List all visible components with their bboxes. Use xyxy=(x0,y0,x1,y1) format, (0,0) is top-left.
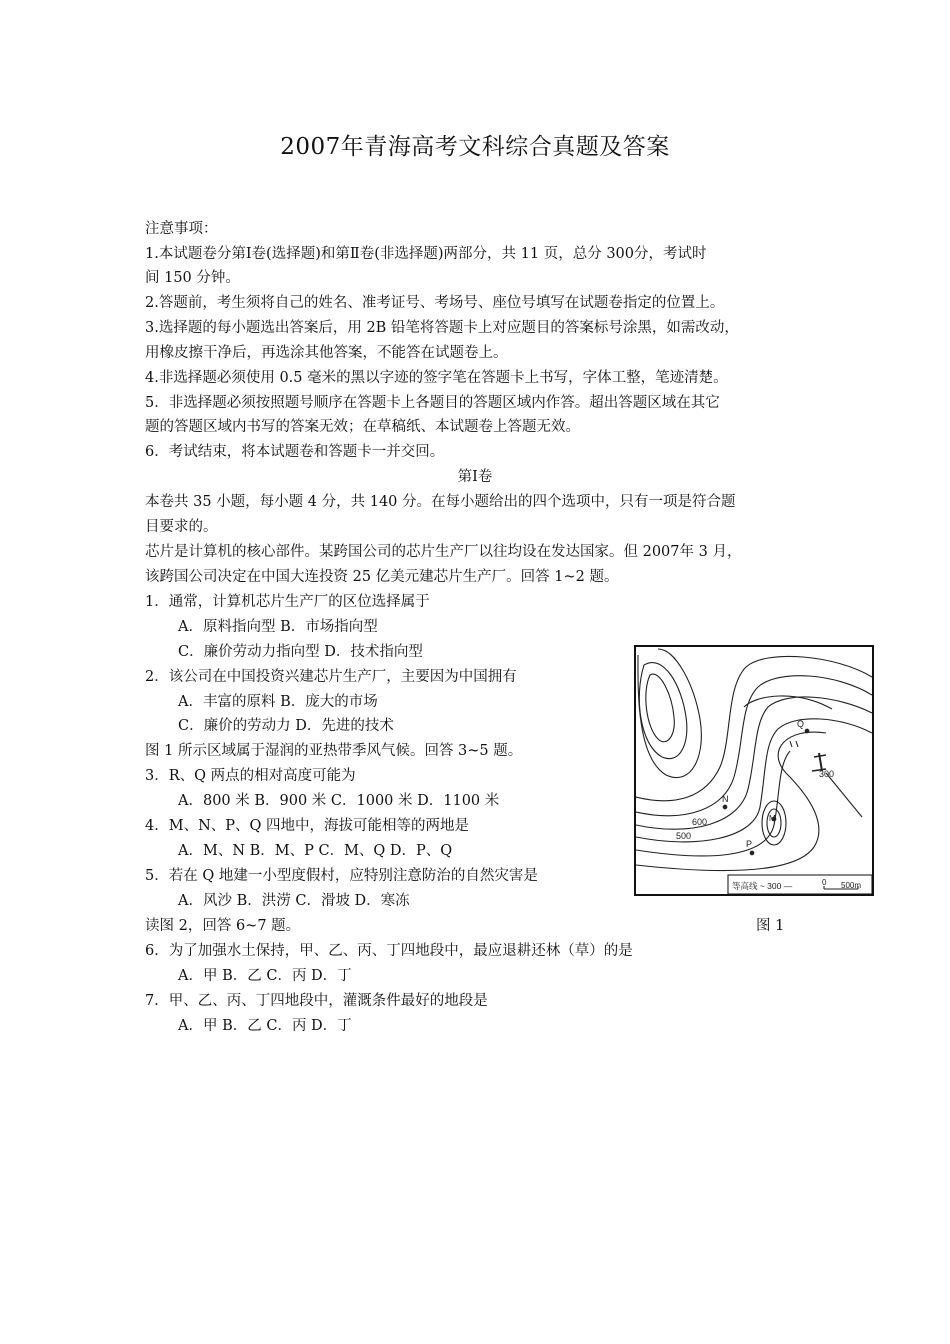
scale-distance: 500m xyxy=(841,881,862,890)
question-6-options: A．甲 B．乙 C．丙 D．丁 xyxy=(178,968,352,984)
point-n xyxy=(723,805,727,809)
point-p xyxy=(750,851,754,855)
tick-mark xyxy=(796,741,798,747)
tick-mark xyxy=(790,741,792,747)
label-m: M xyxy=(769,814,776,823)
note-line: 1.本试题卷分第Ⅰ卷(选择题)和第Ⅱ卷(非选择题)两部分，共 11 页，总分 300分，考试时 xyxy=(145,246,707,262)
sweeping-contours xyxy=(636,656,872,870)
intro-line: 本卷共 35 小题，每小题 4 分，共 140 分。在每小题给出的四个选项中，只有一项是符合题 xyxy=(145,494,736,510)
question-4-options: A．M、N B．M、P C．M、Q D．P、Q xyxy=(178,843,453,859)
question-1-options: A．原料指向型 B．市场指向型 xyxy=(178,619,378,635)
label-n: N xyxy=(722,794,729,804)
question-2-options: C．廉价的劳动力 D．先进的技术 xyxy=(178,718,394,734)
note-line: 3.选择题的每小题选出答案后，用 2B 铅笔将答题卡上对应题目的答案标号涂黑，如需改动， xyxy=(145,320,739,336)
legend-text: 等高线 ~ 300 — xyxy=(732,881,793,891)
question-7: 7．甲、乙、丙、丁四地段中，灌溉条件最好的地段是 xyxy=(145,993,488,1009)
note-line: 用橡皮擦干净后，再选涂其他答案，不能答在试题卷上。 xyxy=(145,345,508,361)
note-line: 4.非选择题必须使用 0.5 毫米的黑以字迹的签字笔在答题卡上书写，字体工整，笔迹清楚。 xyxy=(145,370,728,386)
intro-line: 目要求的。 xyxy=(145,519,218,535)
note-line: 题的答题区域内书写的答案无效；在草稿纸、本试题卷上答题无效。 xyxy=(145,419,580,435)
slope-line xyxy=(826,773,862,817)
section-title: 第Ⅰ卷 xyxy=(457,469,493,485)
note-line: 6．考试结束，将本试题卷和答题卡一并交回。 xyxy=(145,444,445,460)
point-q xyxy=(805,729,809,733)
question-3-options: A．800 米 B．900 米 C．1000 米 D．1100 米 xyxy=(178,793,500,809)
left-contours xyxy=(638,649,701,778)
map-legend xyxy=(728,875,872,894)
figure-1-intro: 图 1 所示区域属于湿润的亚热带季风气候。回答 3~5 题。 xyxy=(145,743,523,759)
question-5: 5．若在 Q 地建一小型度假村，应特别注意防治的自然灾害是 xyxy=(145,868,538,884)
question-3: 3．R、Q 两点的相对高度可能为 xyxy=(145,768,356,784)
note-line: 2.答题前，考生须将自己的姓名、准考证号、考场号、座位号填写在试题卷指定的位置上。 xyxy=(145,295,725,311)
question-6: 6．为了加强水土保持，甲、乙、丙、丁四地段中，最应退耕还林（草）的是 xyxy=(145,943,633,959)
question-4: 4．M、N、P、Q 四地中，海拔可能相等的两地是 xyxy=(145,818,470,834)
intro-line: 芯片是计算机的核心部件。某跨国公司的芯片生产厂以往均设在发达国家。但 2007年 3 月， xyxy=(145,544,742,560)
question-1: 1．通常，计算机芯片生产厂的区位选择属于 xyxy=(145,594,430,610)
contour-label-600: 600 xyxy=(692,817,708,827)
marker-stroke-top xyxy=(814,755,826,757)
label-q: Q xyxy=(797,719,805,729)
figure-2-intro: 读图 2，回答 6~7 题。 xyxy=(145,918,301,934)
question-7-options: A．甲 B．乙 C．丙 D．丁 xyxy=(178,1018,352,1034)
question-2: 2．该公司在中国投资兴建芯片生产厂，主要因为中国拥有 xyxy=(145,669,517,685)
page-title: 2007年青海高考文科综合真题及答案 xyxy=(280,134,670,160)
label-p: P xyxy=(746,839,753,849)
question-2-options: A．丰富的原料 B．庞大的市场 xyxy=(178,694,378,710)
note-line: 5．非选择题必须按照题号顺序在答题卡上各题目的答题区域内作答。超出答题区域在其它 xyxy=(145,395,720,411)
scale-zero: 0 xyxy=(822,878,827,887)
intro-line: 该跨国公司决定在中国大连投资 25 亿美元建芯片生产厂。回答 1~2 题。 xyxy=(145,569,619,585)
figure-1-contour-map xyxy=(634,645,874,896)
note-line: 间 150 分钟。 xyxy=(145,270,240,286)
question-1-options: C．廉价劳动力指向型 D．技术指向型 xyxy=(178,644,423,660)
contour-label-500: 500 xyxy=(676,831,692,841)
question-5-options: A．风沙 B．洪涝 C．滑坡 D．寒冻 xyxy=(178,893,410,909)
contour-label-300: 300 xyxy=(819,769,835,779)
figure-1-caption: 图 1 xyxy=(756,918,785,934)
notes-heading: 注意事项： xyxy=(145,221,218,237)
